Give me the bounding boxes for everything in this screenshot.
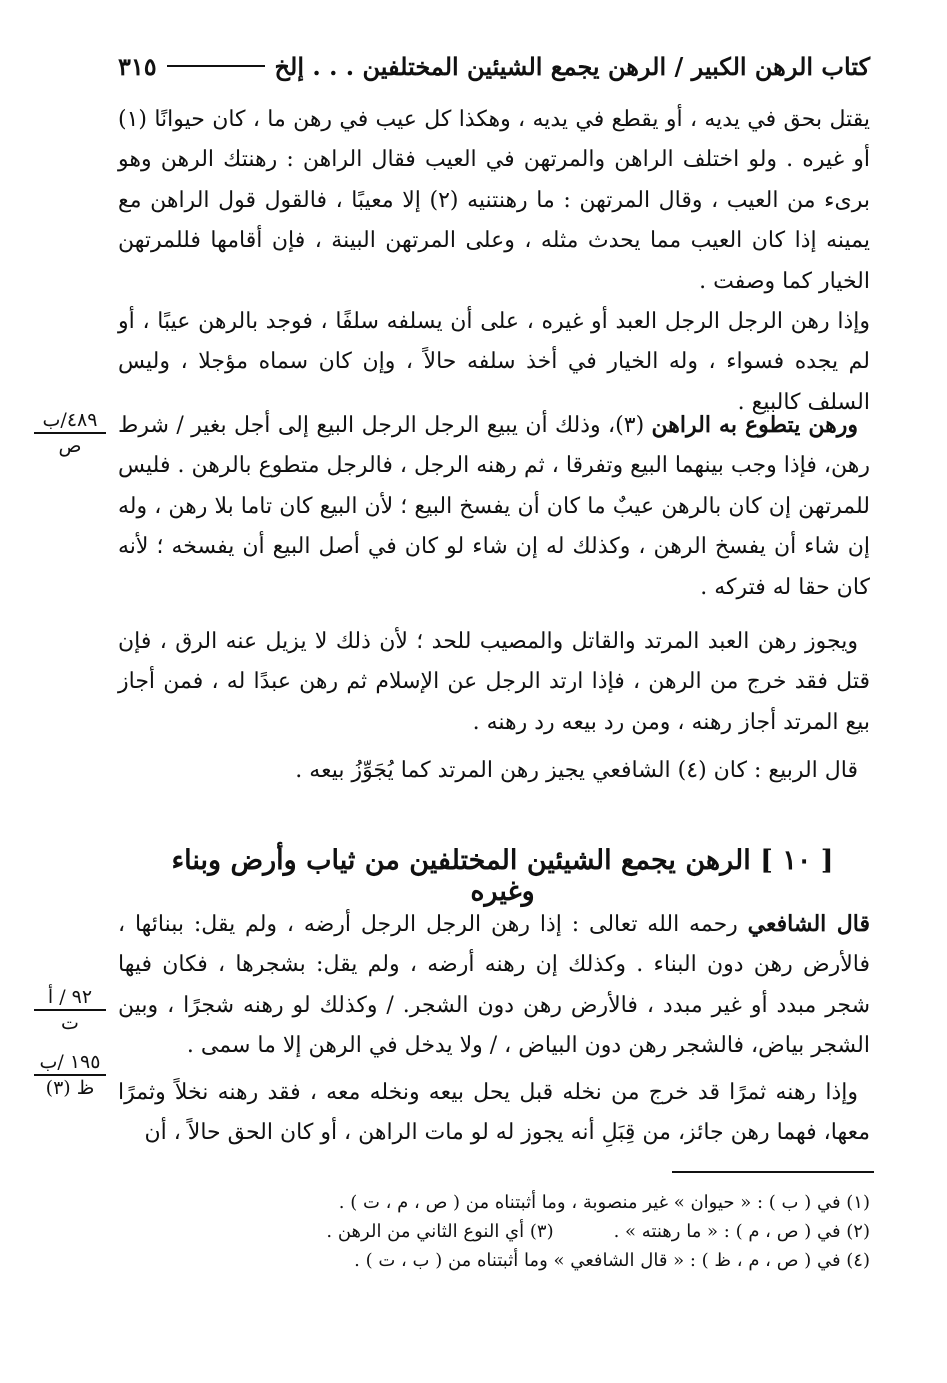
text-block-2 xyxy=(118,405,870,608)
paragraph xyxy=(118,904,870,1067)
header-title: كتاب الرهن الكبير / الرهن يجمع الشيئين المختلفين . . . إلخ xyxy=(274,51,870,81)
section-title: [ ١٠ ] الرهن يجمع الشيئين المختلفين من ثياب وأرض وبناء وغيره xyxy=(171,845,834,907)
footnote-4: (٤) في ( ص ، م ، ظ ) : « قال الشافعي » وما أثبتناه من ( ب ، ت ) . xyxy=(354,1250,870,1271)
footnote-2: (٢) في ( ص ، م ) : « ما رهنته » . xyxy=(613,1221,870,1242)
footnote-row xyxy=(240,1217,870,1246)
paragraph: يقتل بحق في يديه ، أو يقطع في يديه ، وهكذا كل عيب في رهن ما ، كان حيوانًا (١) أو غيره . ولو اختلف الراهن والمرتهن في العيب فقال الراهن : رهنتك الرهن وهو برىء من العيب ، وقال المرتهن : ما رهنتنيه (٢) إلا معيبًا ، فالقول قول الراهن مع يمينه إذا كان العيب مما يحدث مثله ، وعلى المرتهن البينة ، فإن أقامها فللمرتهن الخيار كما وصفت . xyxy=(118,107,870,294)
margin-note-bottom: ص xyxy=(58,435,82,457)
footnote-rule xyxy=(672,1171,874,1173)
paragraph-text: (٣)، وذلك أن يبيع الرجل الرجل البيع إلى أجل بغير / شرط رهن، فإذا وجب بينهما البيع وتفرقا ، ثم رهنه الرجل ، فالرجل متطوع بالرهن . فليس للمرتهن إن كان بالرهن عيبٌ ما كان أن يفسخ البيع ؛ لأن البيع كان تاما بلا رهن ، وله إن شاء أن يفسخ الرهن ، وكذلك له إن شاء لو كان في أصل البيع أن يفسخه ؛ لأنه كان حقا له فتركه . xyxy=(118,413,870,600)
paragraph xyxy=(118,405,870,608)
text-block-4 xyxy=(118,904,870,1153)
margin-note-top: ٤٨٩/ب xyxy=(34,408,106,434)
margin-note-2 xyxy=(34,985,106,1035)
text-block-1 xyxy=(118,100,870,423)
margin-note-top: ٩٢ / أ xyxy=(34,985,106,1011)
margin-note-bottom: ت xyxy=(61,1012,79,1034)
running-header xyxy=(118,46,870,86)
paragraph: وإذا رهنه ثمرًا قد خرج من نخله قبل يحل بيعه ونخله معه ، فقد رهنه نخلاً وثمرًا معها، فهما رهن جائز، من قِبَلِ أنه يجوز له لو مات الراهن ، أو كان الحق حالاً ، أن xyxy=(118,1079,870,1146)
margin-note-top: ١٩٥ /ب xyxy=(34,1050,106,1076)
margin-note-bottom: ظ (٣) xyxy=(45,1077,95,1099)
paragraph: وإذا رهن الرجل الرجل العبد أو غيره ، على أن يسلفه سلفًا ، فوجد بالرهن عيبًا ، أو لم يجده فسواء ، وله الخيار في أخذ سلفه حالاً ، وإن كان سماه مؤجلا ، وليس السلف كالبيع . xyxy=(118,309,870,415)
header-rule xyxy=(167,65,265,67)
page-number: ٣١٥ xyxy=(118,51,157,81)
margin-note-1 xyxy=(34,408,106,458)
footnote-1: (١) في ( ب ) : « حيوان » غير منصوبة ، وما أثبتناه من ( ص ، م ، ت ) . xyxy=(338,1192,870,1213)
footnote-3: (٣) أي النوع الثاني من الرهن . xyxy=(326,1221,554,1242)
footnotes xyxy=(240,1188,870,1275)
paragraph-lead: ورهن يتطوع به الراهن xyxy=(651,412,858,438)
text-block-3 xyxy=(118,622,870,792)
margin-note-3 xyxy=(34,1050,106,1100)
paragraph-lead: قال الشافعي xyxy=(747,911,870,937)
paragraph-text: رحمه الله تعالى : إذا رهن الرجل الرجل أرضه ، ولم يقل: ببنائها ، فالأرض رهن دون البناء . وكذلك إن رهنه أرضه ، ولم يقل: بشجرها ، فكان فيها شجر مبدد أو غير مبدد ، فالأرض رهن دون الشجر. / وكذلك لو رهنه شجرًا ، وبين الشجر بياض، فالشجر رهن دون البياض ، / ولا يدخل في الرهن إلا ما سمى . xyxy=(118,912,870,1059)
paragraph: ويجوز رهن العبد المرتد والقاتل والمصيب للحد ؛ لأن ذلك لا يزيل عنه الرق ، فإن قتل فقد خرج من الرهن ، فإذا ارتد الرجل عن الإسلام ثم رهن عبدًا له ، فمن أجاز بيع المرتد أجاز رهنه ، ومن رد بيعه رد رهنه . xyxy=(118,629,870,735)
paragraph: قال الربيع : كان (٤) الشافعي يجيز رهن المرتد كما يُجَوِّزُ بيعه . xyxy=(295,758,858,784)
